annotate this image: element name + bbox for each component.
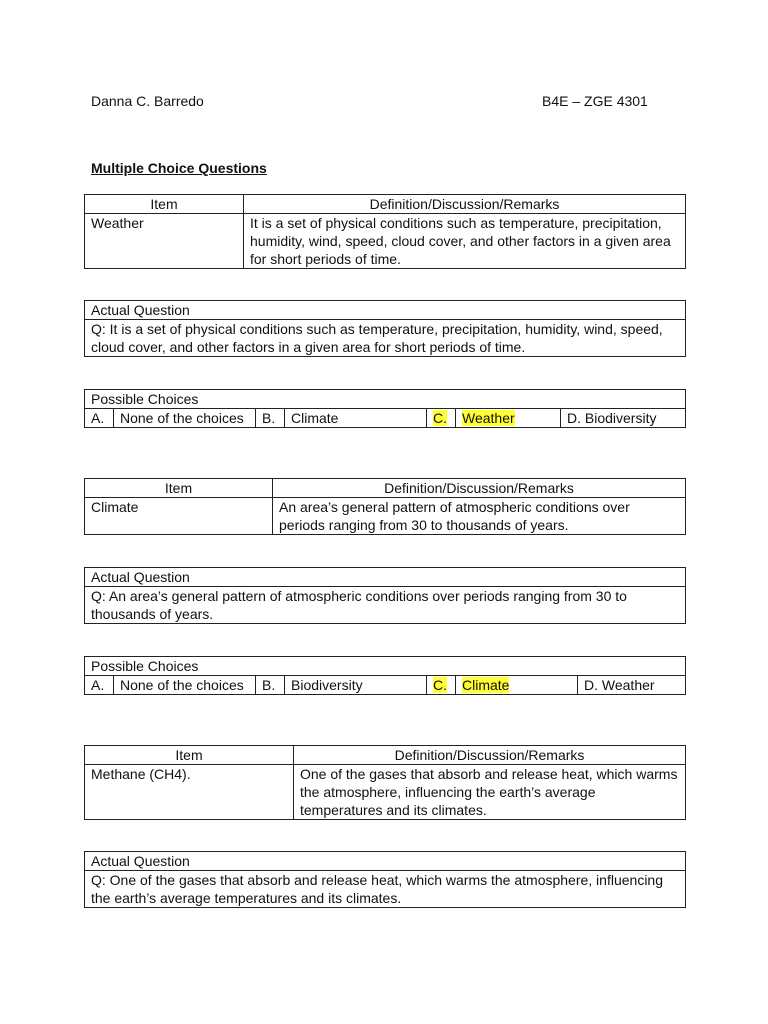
choices-table-2 bbox=[84, 656, 686, 695]
definition-header: Definition/Discussion/Remarks bbox=[244, 195, 686, 214]
item-header: Item bbox=[85, 479, 273, 498]
choice-c-text: Weather bbox=[456, 409, 561, 428]
item-table-1 bbox=[84, 194, 686, 269]
choice-a-text: None of the choices bbox=[114, 676, 256, 695]
item-header: Item bbox=[85, 746, 294, 765]
actual-question-table-1 bbox=[84, 300, 686, 357]
choice-c-letter: C. bbox=[427, 409, 456, 428]
actual-question-header: Actual Question bbox=[85, 301, 686, 320]
item-term: Methane (CH4). bbox=[85, 765, 294, 820]
choice-d-text: D. Biodiversity bbox=[561, 409, 686, 428]
definition-header: Definition/Discussion/Remarks bbox=[273, 479, 686, 498]
choice-d-text: D. Weather bbox=[578, 676, 686, 695]
item-table-3 bbox=[84, 745, 686, 820]
actual-question-text: Q: An area’s general pattern of atmospheric conditions over periods ranging from 30 to thousands of years. bbox=[85, 587, 686, 624]
choice-b-text: Biodiversity bbox=[285, 676, 427, 695]
choice-b-letter: B. bbox=[256, 409, 285, 428]
actual-question-header: Actual Question bbox=[85, 852, 686, 871]
possible-choices-header: Possible Choices bbox=[85, 657, 686, 676]
item-definition: It is a set of physical conditions such as temperature, precipitation, humidity, wind, speed, cloud cover, and other factors in a given area for short periods of time. bbox=[244, 214, 686, 269]
possible-choices-header: Possible Choices bbox=[85, 390, 686, 409]
choice-a-text: None of the choices bbox=[114, 409, 256, 428]
choices-table-1 bbox=[84, 389, 686, 428]
choice-a-letter: A. bbox=[85, 409, 114, 428]
actual-question-table-3 bbox=[84, 851, 686, 908]
item-table-2 bbox=[84, 478, 686, 535]
choice-b-text: Climate bbox=[285, 409, 427, 428]
definition-header: Definition/Discussion/Remarks bbox=[294, 746, 686, 765]
choice-a-letter: A. bbox=[85, 676, 114, 695]
choice-b-letter: B. bbox=[256, 676, 285, 695]
item-term: Climate bbox=[85, 498, 273, 535]
section-title: Multiple Choice Questions bbox=[91, 160, 267, 176]
choice-c-letter: C. bbox=[427, 676, 456, 695]
course-code: B4E – ZGE 4301 bbox=[542, 93, 648, 109]
choice-c-text: Climate bbox=[456, 676, 578, 695]
actual-question-text: Q: One of the gases that absorb and release heat, which warms the atmosphere, influencing the earth’s average temperatures and its climates. bbox=[85, 871, 686, 908]
item-definition: An area’s general pattern of atmospheric conditions over periods ranging from 30 to thousands of years. bbox=[273, 498, 686, 535]
item-term: Weather bbox=[85, 214, 244, 269]
actual-question-header: Actual Question bbox=[85, 568, 686, 587]
item-header: Item bbox=[85, 195, 244, 214]
item-definition: One of the gases that absorb and release heat, which warms the atmosphere, influencing the earth’s average temperatures and its climates. bbox=[294, 765, 686, 820]
actual-question-table-2 bbox=[84, 567, 686, 624]
student-name: Danna C. Barredo bbox=[91, 93, 204, 109]
actual-question-text: Q: It is a set of physical conditions such as temperature, precipitation, humidity, wind, speed, cloud cover, and other factors in a given area for short periods of time. bbox=[85, 320, 686, 357]
